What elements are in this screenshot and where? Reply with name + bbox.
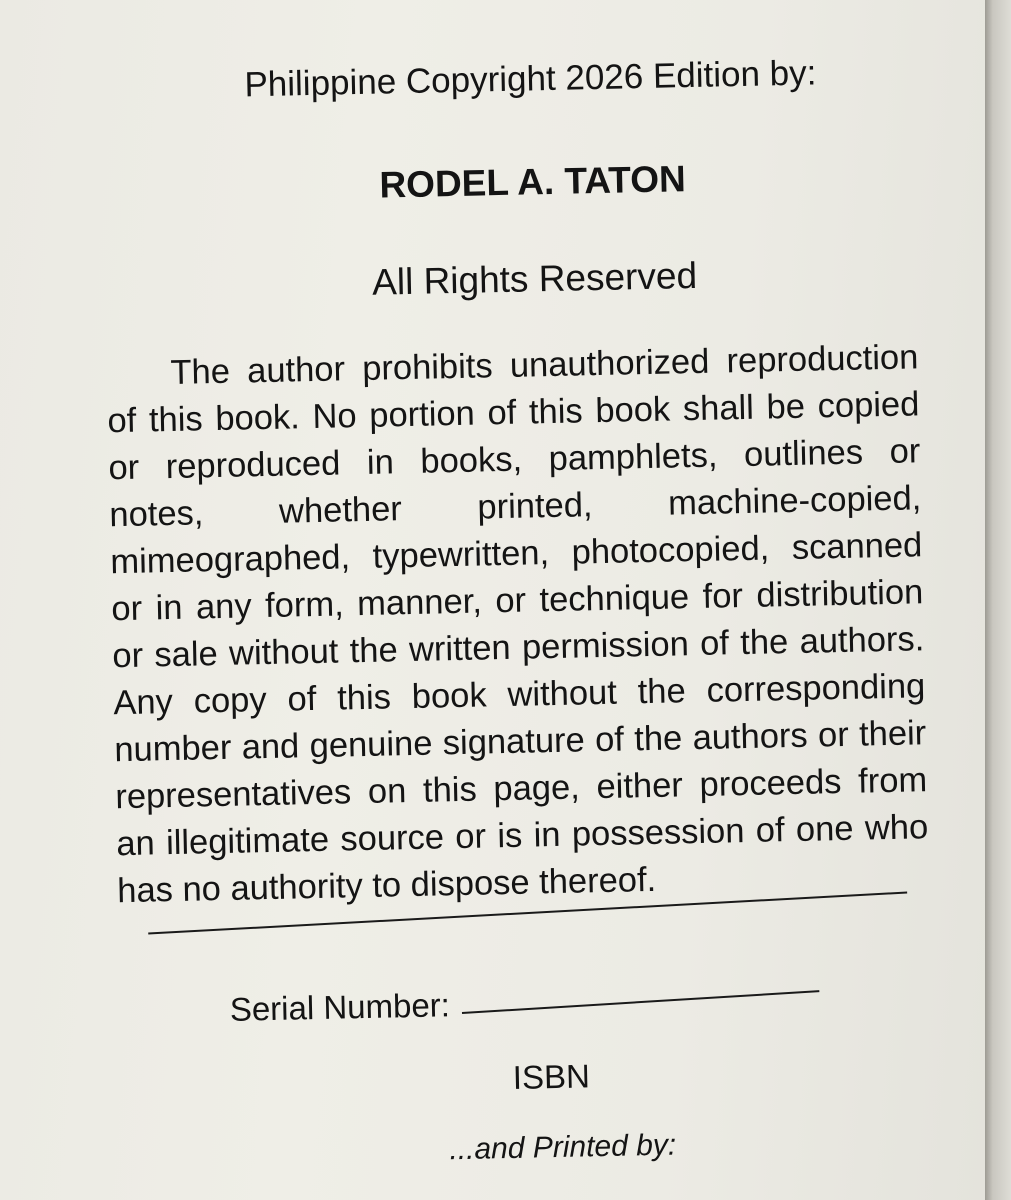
copyright-heading: Philippine Copyright 2026 Edition by: — [244, 53, 817, 105]
page-edge — [985, 0, 1011, 1200]
copyright-content — [60, 51, 963, 1175]
rights-reserved: All Rights Reserved — [371, 254, 698, 303]
copyright-notice: The author prohibits unauthorized reproduction of this book. No portion of this book shall be copied or reproduced in books, pamphlets, outlines or notes, whether printed, machine-copied, mimeographed, typewritten, photocopied, scanned or in any form, manner, or technique for distribution or sale without the written permission of the authors. Any copy of this book without the corresponding number and genuine signature of the authors or their representatives on this page, either proceeds from an illegitimate source or is in possession of one who has no authority to dispose thereof. — [107, 338, 929, 911]
printed-by-label: ...and Printed by: — [449, 1128, 677, 1167]
author-name: RODEL A. TATON — [379, 158, 687, 206]
isbn-label: ISBN — [512, 1057, 591, 1096]
serial-number-line — [462, 990, 819, 1014]
serial-number-label: Serial Number: — [229, 986, 451, 1028]
serial-number-row — [229, 976, 960, 1029]
